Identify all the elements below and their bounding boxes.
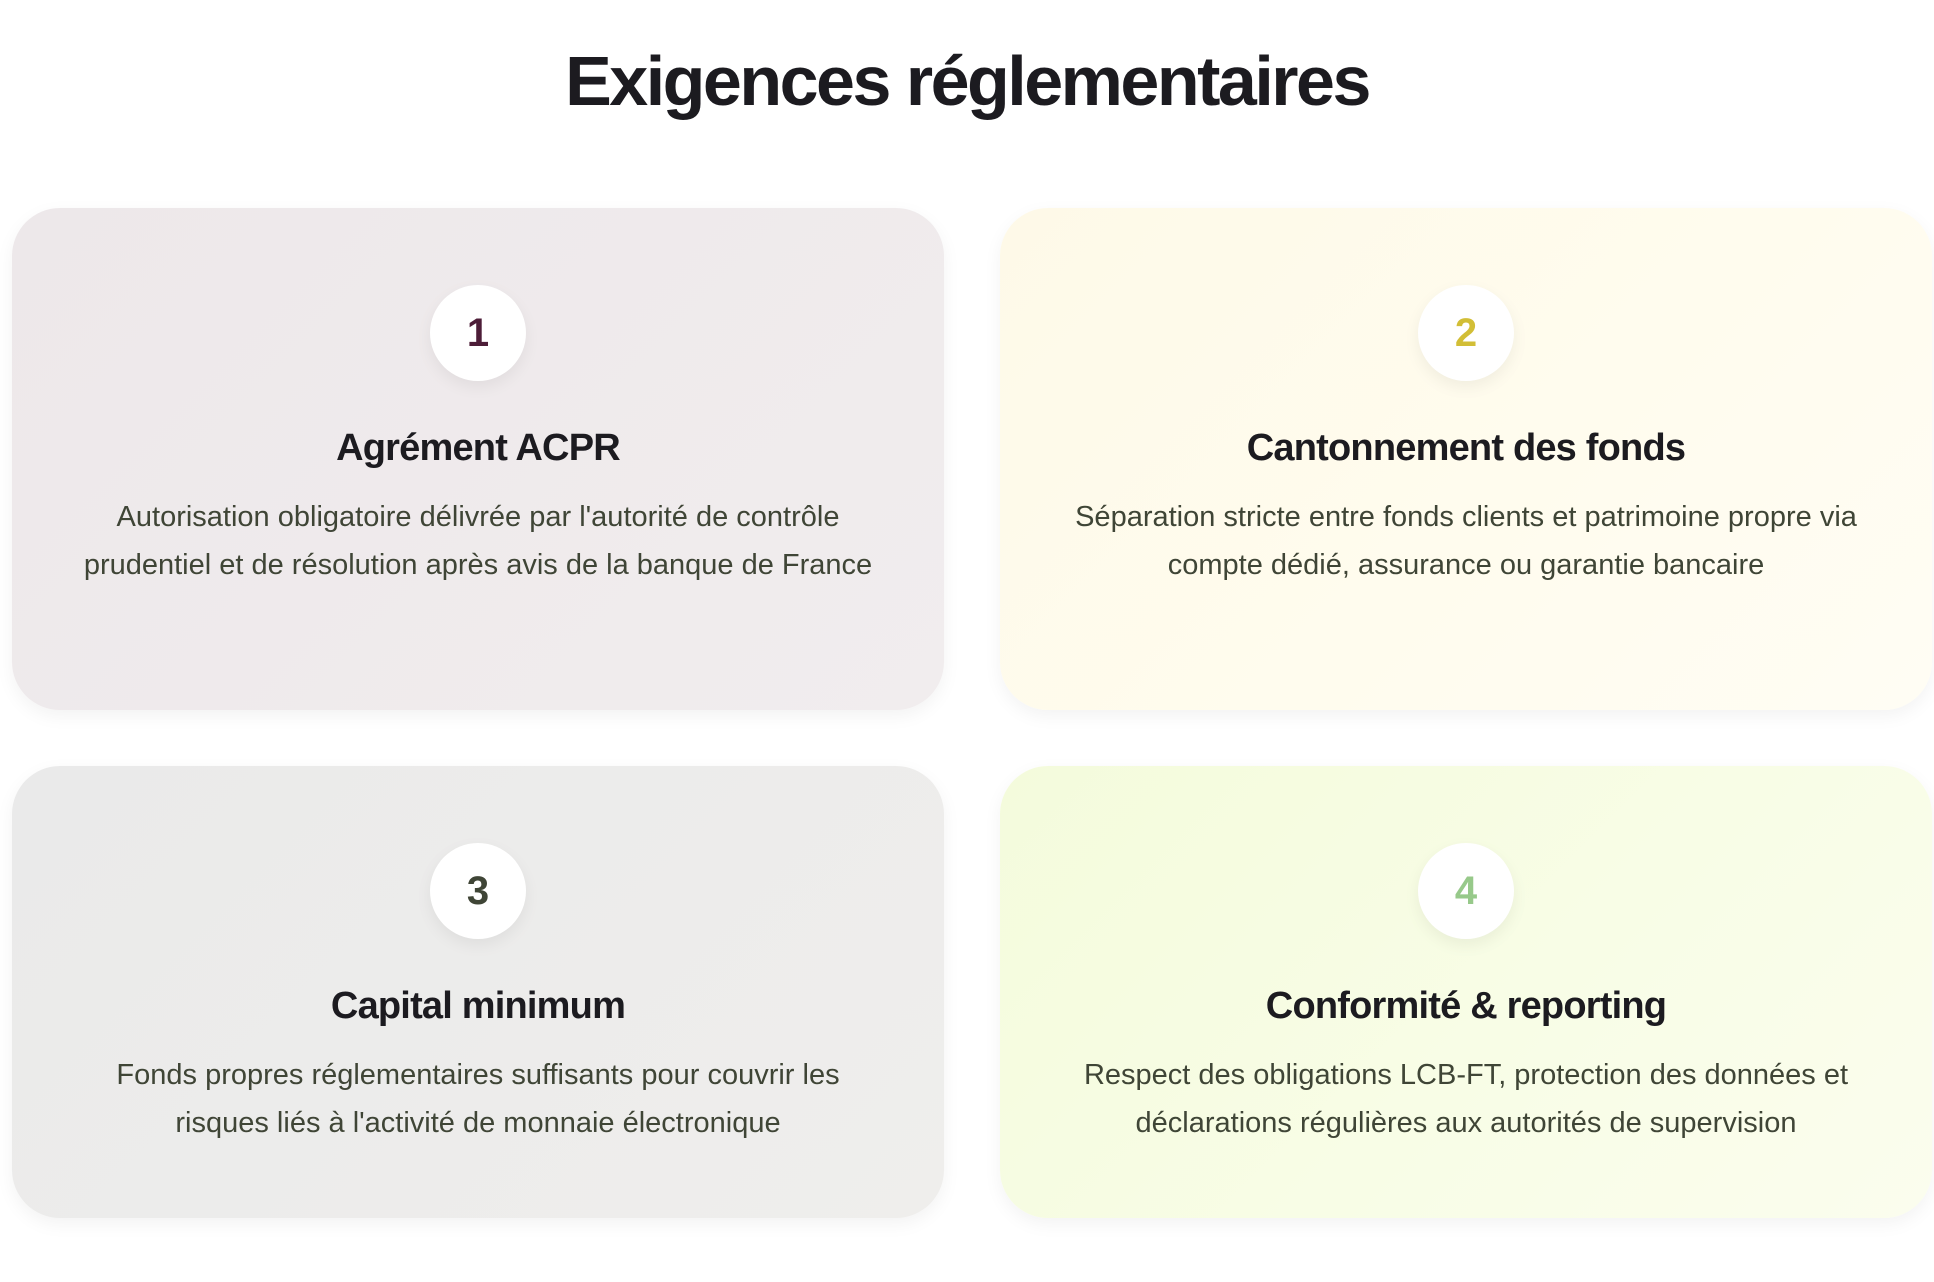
card-description: Autorisation obligatoire délivrée par l'autorité de contrôle prudentiel et de résolution après avis de la banque de France [83,501,873,581]
number-badge: 3 [430,843,526,939]
card-description: Fonds propres réglementaires suffisants pour couvrir les risques liés à l'activité de monnaie électronique [116,1059,840,1139]
card-description: Respect des obligations LCB-FT, protection des données et déclarations régulières aux autorités de supervision [1083,1059,1849,1139]
requirements-grid [12,208,1934,1218]
number-badge: 1 [430,285,526,381]
number-badge: 4 [1418,843,1514,939]
requirement-card-2 [1000,208,1932,710]
requirement-card-3 [12,766,944,1218]
page-title: Exigences réglementaires [565,42,1369,120]
card-title: Agrément ACPR [336,427,620,469]
requirement-card-4 [1000,766,1932,1218]
requirement-card-1 [12,208,944,710]
card-title: Cantonnement des fonds [1246,427,1686,469]
card-title: Capital minimum [330,985,626,1027]
card-title: Conformité & reporting [1265,985,1667,1027]
number-badge: 2 [1418,285,1514,381]
card-description: Séparation stricte entre fonds clients et patrimoine propre via compte dédié, assurance ou garantie bancaire [1075,501,1857,581]
